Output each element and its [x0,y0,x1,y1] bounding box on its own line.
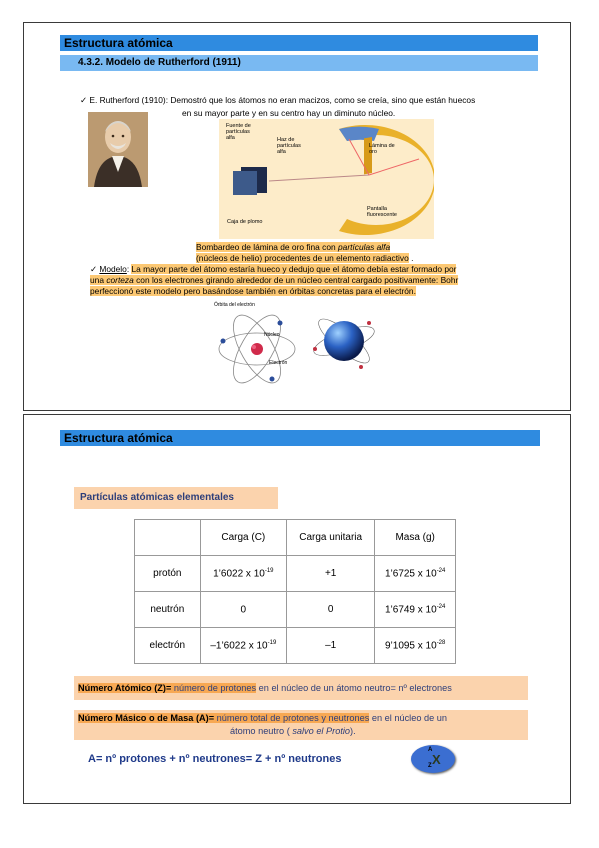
particles-table [134,519,456,664]
slide-title: Estructura atómica [60,430,540,446]
table-cell: 1’6725 x $10^{-24}$ [375,556,456,592]
table-cell: 1’6022 x $10^{-19}$ [200,556,286,592]
slide-subtitle: 4.3.2. Modelo de Rutherford (1911) [60,55,538,71]
table-cell: neutrón [135,592,201,628]
slide-title: Estructura atómica [60,35,538,51]
model-line1: ✓ Modelo: La mayor parte del átomo estaría hueco y dedujo que el átomo debía estar formado por [90,264,457,274]
table-row [135,592,456,628]
bullet-rutherford-line1: ✓ E. Rutherford (1910): Demostró que los átomos no eran macizos, como se creía, sino que están huecos [80,95,476,105]
caption-line2: (núcleos de helio) procedentes de un elemento radiactivo . [196,253,414,263]
model-line3: perfeccionó este modelo pero basándose también en órbitas concretas para el electrón. [90,286,416,296]
table-cell: 1’6749 x $10^{-24}$ [375,592,456,628]
label-lead-box: Caja de plomo [227,219,263,225]
table-header-cell: Masa (g) [375,520,456,556]
table-cell: –1 [286,628,374,664]
check-icon: ✓ [90,264,98,274]
table-cell: +1 [286,556,374,592]
table-row [135,556,456,592]
table-header-cell [135,520,201,556]
table-cell: 9’1095 x $10^{-28}$ [375,628,456,664]
model-line2: una corteza con los electrones girando alrededor de un núcleo central cargado positivamente: Bohr [90,275,459,285]
table-cell: 0 [286,592,374,628]
atom-sphere-illustration [311,309,377,373]
mass-number-formula: A= nº protones + nº neutrones= Z + nº neutrones [88,753,342,765]
atomic-number-definition: Número Atómico (Z)= número de protones en el núcleo de un átomo neutro= nº electrones [74,676,528,700]
table-cell: protón [135,556,201,592]
table-header-row [135,520,456,556]
bullet-rutherford-line2: en su mayor parte y en su centro hay un diminuto núcleo. [182,108,396,118]
table-row [135,628,456,664]
table-header-cell: Carga unitaria [286,520,374,556]
section-heading: Partículas atómicas elementales [74,487,278,509]
table-cell: –1’6022 x $10^{-19}$ [200,628,286,664]
label-electron-orbit: Órbita del electrón [214,302,255,308]
rutherford-portrait [88,112,148,187]
caption-line1: Bombardeo de lámina de oro fina con partículas alfa [196,242,391,252]
slide-rutherford [23,22,571,411]
label-nucleus: Núcleo [264,332,280,338]
check-icon: ✓ [80,95,88,105]
table-cell: electrón [135,628,201,664]
label-electron: Electrón [269,360,288,366]
table-cell: 0 [200,592,286,628]
table-header-cell: Carga (C) [200,520,286,556]
label-alpha-source: Fuente de partículas alfa [226,123,251,141]
label-gold-foil: Lámina de oro [369,143,395,155]
slide-atomic-particles [23,414,571,804]
mass-number-definition: Número Másico o de Masa (A)= número total de protones y neutrones en el núcleo de un átomo neutro ( salvo el Protio). [74,710,528,740]
label-alpha-beam: Haz de partículas alfa [277,137,301,155]
atom-orbit-diagram [212,301,302,387]
label-fluorescent-screen: Pantalla fluorescente [367,206,397,218]
nuclide-notation-badge: A Z X [411,745,455,773]
